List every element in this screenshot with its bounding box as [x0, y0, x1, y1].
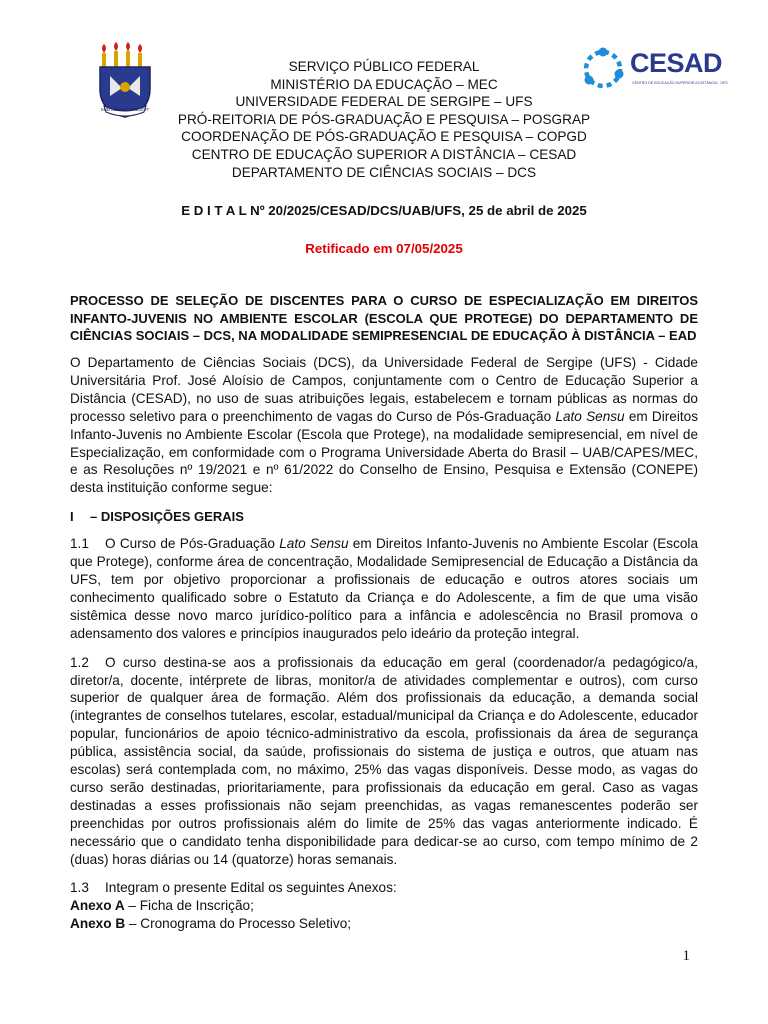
edital-title: E D I T A L Nº 20/2025/CESAD/DCS/UAB/UFS, 25 de abril de 2025	[181, 203, 587, 218]
item-number: 1.2	[70, 654, 89, 670]
item-1-3	[70, 879, 698, 897]
item-number: 1.3	[70, 880, 89, 896]
process-title: PROCESSO DE SELEÇÃO DE DISCENTES PARA O CURSO DE ESPECIALIZAÇÃO EM DIREITOS INFANTO-JUVENIS NO AMBIENTE ESCOLAR (ESCOLA QUE PROTEGE) DO DEPARTAMENTO DE CIÊNCIAS SOCIAIS – DCS, NA MODALIDADE SEMIPRESENCIAL DE EDUCAÇÃO À DISTÂNCIA – EAD	[70, 293, 698, 343]
cesad-logo-text: CESAD	[630, 48, 723, 78]
annex-item	[70, 897, 698, 915]
header-line: COORDENAÇÃO DE PÓS-GRADUAÇÃO E PESQUISA – COPGD	[181, 129, 587, 145]
annex-label: Anexo A	[70, 898, 125, 914]
header-line: UNIVERSIDADE FEDERAL DE SERGIPE – UFS	[235, 94, 533, 110]
institution-header	[130, 58, 638, 181]
item-1-2	[70, 654, 698, 869]
annex-item	[70, 915, 698, 933]
header-line: PRÓ-REITORIA DE PÓS-GRADUAÇÃO E PESQUISA – POSGRAP	[177, 111, 591, 127]
annex-label: Anexo B	[70, 916, 126, 932]
item-text: O Curso de Pós-Graduação	[105, 536, 280, 552]
section-title: – DISPOSIÇÕES GERAIS	[90, 509, 244, 525]
item-number: 1.1	[70, 536, 89, 552]
section-heading	[70, 508, 698, 526]
retification-notice: Retificado em 07/05/2025	[305, 241, 463, 256]
intro-text-cont: em Direitos Infanto-Juvenis no Ambiente Escolar (Escola que Protege), na modalidade semipresencial, em nível de Especialização, em conformidade com o Programa Universidade Aberta do Brasil – UAB/CAPES/MEC, e as Resoluções nº 19/2021 e nº 61/2022 do Conselho de Ensino, Pesquisa e Extensão (CONEPE) desta instituição conforme segue:	[70, 408, 699, 496]
item-italic: Lato Sensu	[279, 536, 349, 552]
item-text-cont: em Direitos Infanto-Juvenis no Ambiente Escolar (Escola que Protege), conforme área de concentração, Modalidade Semipresencial de Educação a Distância da UFS, tem por objetivo proporcionar a profissionais de educação e outros atores sociais um conhecimento qualificado sobre o Estatuto da Criança e do Adolescente, a fim de que uma visão sistêmica desse novo marco jurídico-político para a infância e adolescência no Brasil promova o adensamento dos valores e princípios inaugurados pelo ideário da proteção integral.	[70, 536, 699, 641]
header-line: CENTRO DE EDUCAÇÃO SUPERIOR A DISTÂNCIA – CESAD	[191, 146, 577, 162]
document-body	[70, 354, 698, 933]
page-number: 1	[682, 948, 690, 964]
header-line: DEPARTAMENTO DE CIÊNCIAS SOCIAIS – DCS	[231, 164, 537, 180]
intro-italic: Lato Sensu	[555, 408, 625, 424]
header-line: SERVIÇO PÚBLICO FEDERAL	[288, 59, 480, 74]
annex-text: – Cronograma do Processo Seletivo;	[125, 916, 352, 932]
item-text: O curso destina-se aos a profissionais da educação em geral (coordenador/a pedagógico/a, diretor/a, docente, intérprete de libras, monitor/a de atividades complementar e outros), com curso superior de qualquer área de formação. Além dos profissionais da educação, a demanda social (integrantes de conselhos tutelares, escolar, estadual/municipal da Criança e do Adolescente, educador popular, funcionários de apoio técnico-administrativo da escola, profissionais da área de segurança pública, assistência social, da saúde, profissionais do sistema de justiça e outros, que atuam nas escolas) será contemplada com, no máximo, 25% das vagas disponíveis. Desse modo, as vagas do curso serão destinadas, prioritariamente, para profissionais da educação em geral. Caso as vagas destinadas a esses profissionais não sejam preenchidas, as vagas remanescentes poderão ser preenchidas por outros profissionais além do limite de 25% das vagas anteriormente indicado. É necessário que o candidato tenha disponibilidade para dedicar-se ao curso, com tempo mínimo de 2 (duas) horas diárias ou 14 (quatorze) horas semanais.	[70, 654, 698, 867]
annex-text: – Ficha de Inscrição;	[124, 898, 254, 914]
item-1-1	[70, 535, 698, 642]
header-line: MINISTÉRIO DA EDUCAÇÃO – MEC	[270, 76, 498, 92]
section-numeral: I	[70, 509, 74, 525]
intro-paragraph	[70, 354, 698, 497]
intro-text: O Departamento de Ciências Sociais (DCS), da Universidade Federal de Sergipe (UFS) - Cidade Universitária Prof. José Aloísio de Campos, conjuntamente com o Centro de Educação Superior a Distância (CESAD), no uso de suas atribuições legais, estabelecem e tornam públicas as normas do processo seletivo para o preenchimento de vagas do Curso de Pós-Graduação	[70, 355, 698, 424]
ufs-logo-motto: SUB LUMINE CRESCIT	[100, 107, 150, 112]
cesad-logo-subtext: CENTRO DE EDUCAÇÃO SUPERIOR A DISTÂNCIA · UFS	[632, 81, 728, 85]
item-text: Integram o presente Edital os seguintes Anexos:	[105, 880, 397, 896]
